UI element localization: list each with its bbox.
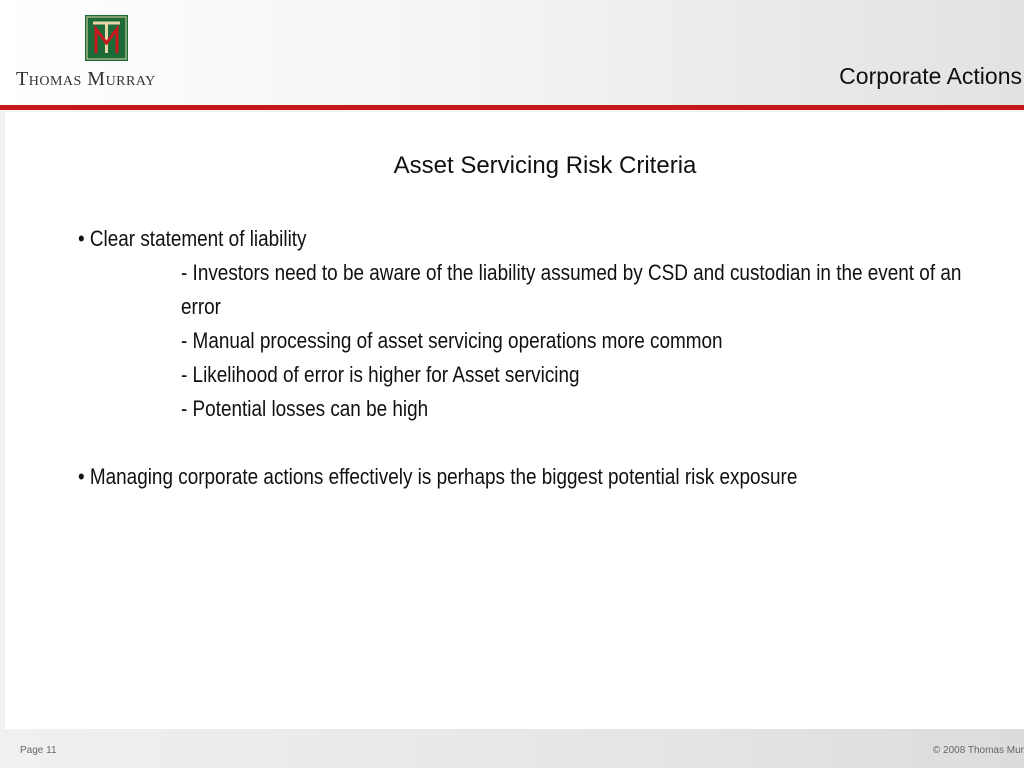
header-divider [0,105,1024,110]
page-number: Page 11 [20,745,57,756]
copyright: © 2008 Thomas Mur [932,745,1024,756]
header-title: Corporate Actions [839,63,1022,89]
slide-heading: Asset Servicing Risk Criteria [393,152,697,179]
sub-bullet-item: - Potential losses can be high [181,396,429,421]
slide-header [0,0,1024,106]
sub-bullet-item: - Likelihood of error is higher for Asset servicing [181,362,580,387]
logo-wordmark: Thomas Murray [16,68,156,90]
sub-bullet-list [181,256,1008,426]
bullet-item: • Managing corporate actions effectively is perhaps the biggest potential risk exposure [78,464,798,489]
slide-footer [0,729,1024,768]
sub-bullet-item: - Investors need to be aware of the liability assumed by CSD and custodian in the event of an error [181,260,962,319]
spacer [78,426,1008,460]
bullet-list [78,222,1008,494]
sub-bullet-item: - Manual processing of asset servicing operations more common [181,328,723,353]
bullet-item: • Clear statement of liability [78,226,307,251]
slide-body [5,112,1024,729]
tm-monogram-icon [85,15,128,61]
